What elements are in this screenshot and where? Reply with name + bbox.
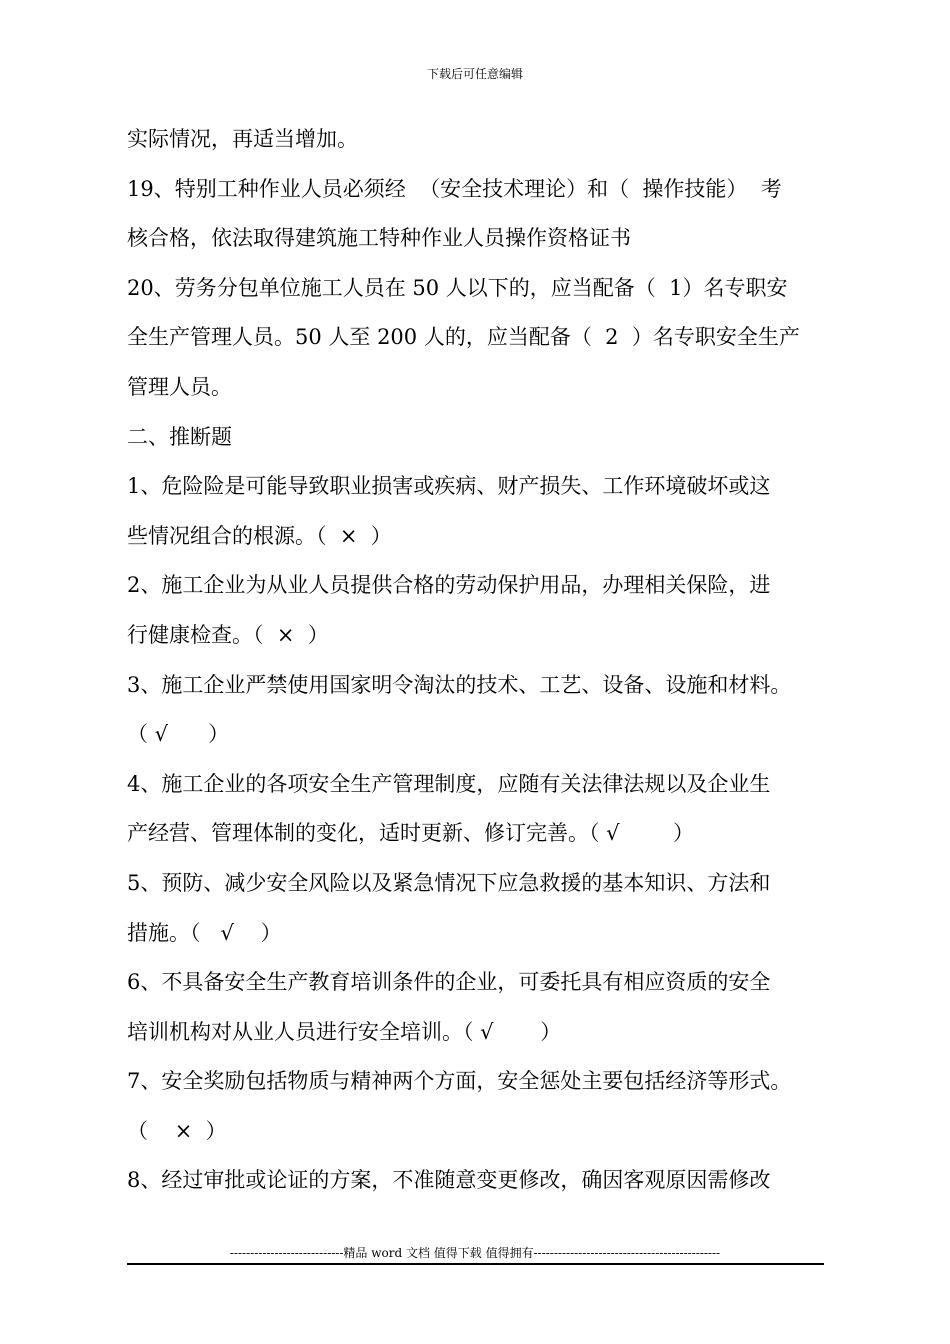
text-line: 产经营、管理体制的变化，适时更新、修订完善。（ √ ） [127, 821, 694, 846]
document-body [127, 115, 842, 1206]
text-line: 2、施工企业为从业人员提供合格的劳动保护用品，办理相关保险，进 [127, 573, 771, 598]
text-line: 5、预防、减少安全风险以及紧急情况下应急救援的基本知识、方法和 [127, 870, 771, 895]
text-line: 培训机构对从业人员进行安全培训。（ √ ） [127, 1019, 562, 1044]
text-line: 19、特别工种作业人员必须经 （安全技术理论）和（ 操作技能） 考 [127, 176, 782, 201]
page-footer: ----------------------------精品 word 文档 值得下载 值得拥有---------------------------------------------- [229, 1246, 721, 1260]
text-line: 20、劳务分包单位施工人员在 50 人以下的，应当配备（ 1）名专职安 [127, 275, 788, 300]
text-line: 全生产管理人员。50 人至 200 人的，应当配备（ 2 ）名专职安全生产 [127, 325, 800, 350]
section-heading: 二、推断题 [127, 424, 232, 449]
text-line: 7、安全奖励包括物质与精神两个方面，安全惩处主要包括经济等形式。 [127, 1069, 792, 1094]
text-line: 措施。（ √ ） [127, 920, 282, 945]
text-line: 6、不具备安全生产教育培训条件的企业，可委托具有相应资质的安全 [127, 970, 771, 995]
text-line: 1、危险险是可能导致职业损害或疾病、财产损失、工作环境破坏或这 [127, 474, 771, 499]
text-line: 行健康检查。（ × ） [127, 622, 329, 647]
text-line: 核合格，依法取得建筑施工特种作业人员操作资格证书 [127, 226, 631, 251]
text-line: 些情况组合的根源。（ × ） [127, 523, 392, 548]
text-line: 4、施工企业的各项安全生产管理制度，应随有关法律法规以及企业生 [127, 771, 771, 796]
footer-divider [127, 1263, 824, 1265]
text-line: 3、施工企业严禁使用国家明令淘汰的技术、工艺、设备、设施和材料。 [127, 672, 792, 697]
text-line: （ × ） [127, 1118, 227, 1143]
text-line: 8、经过审批或论证的方案，不准随意变更修改，确因客观原因需修改 [127, 1168, 771, 1193]
text-line: （ √ ） [127, 722, 230, 747]
page-header: 下载后可任意编辑 [426, 67, 523, 81]
text-line: 管理人员。 [127, 374, 232, 399]
text-line: 实际情况，再适当增加。 [127, 127, 358, 151]
